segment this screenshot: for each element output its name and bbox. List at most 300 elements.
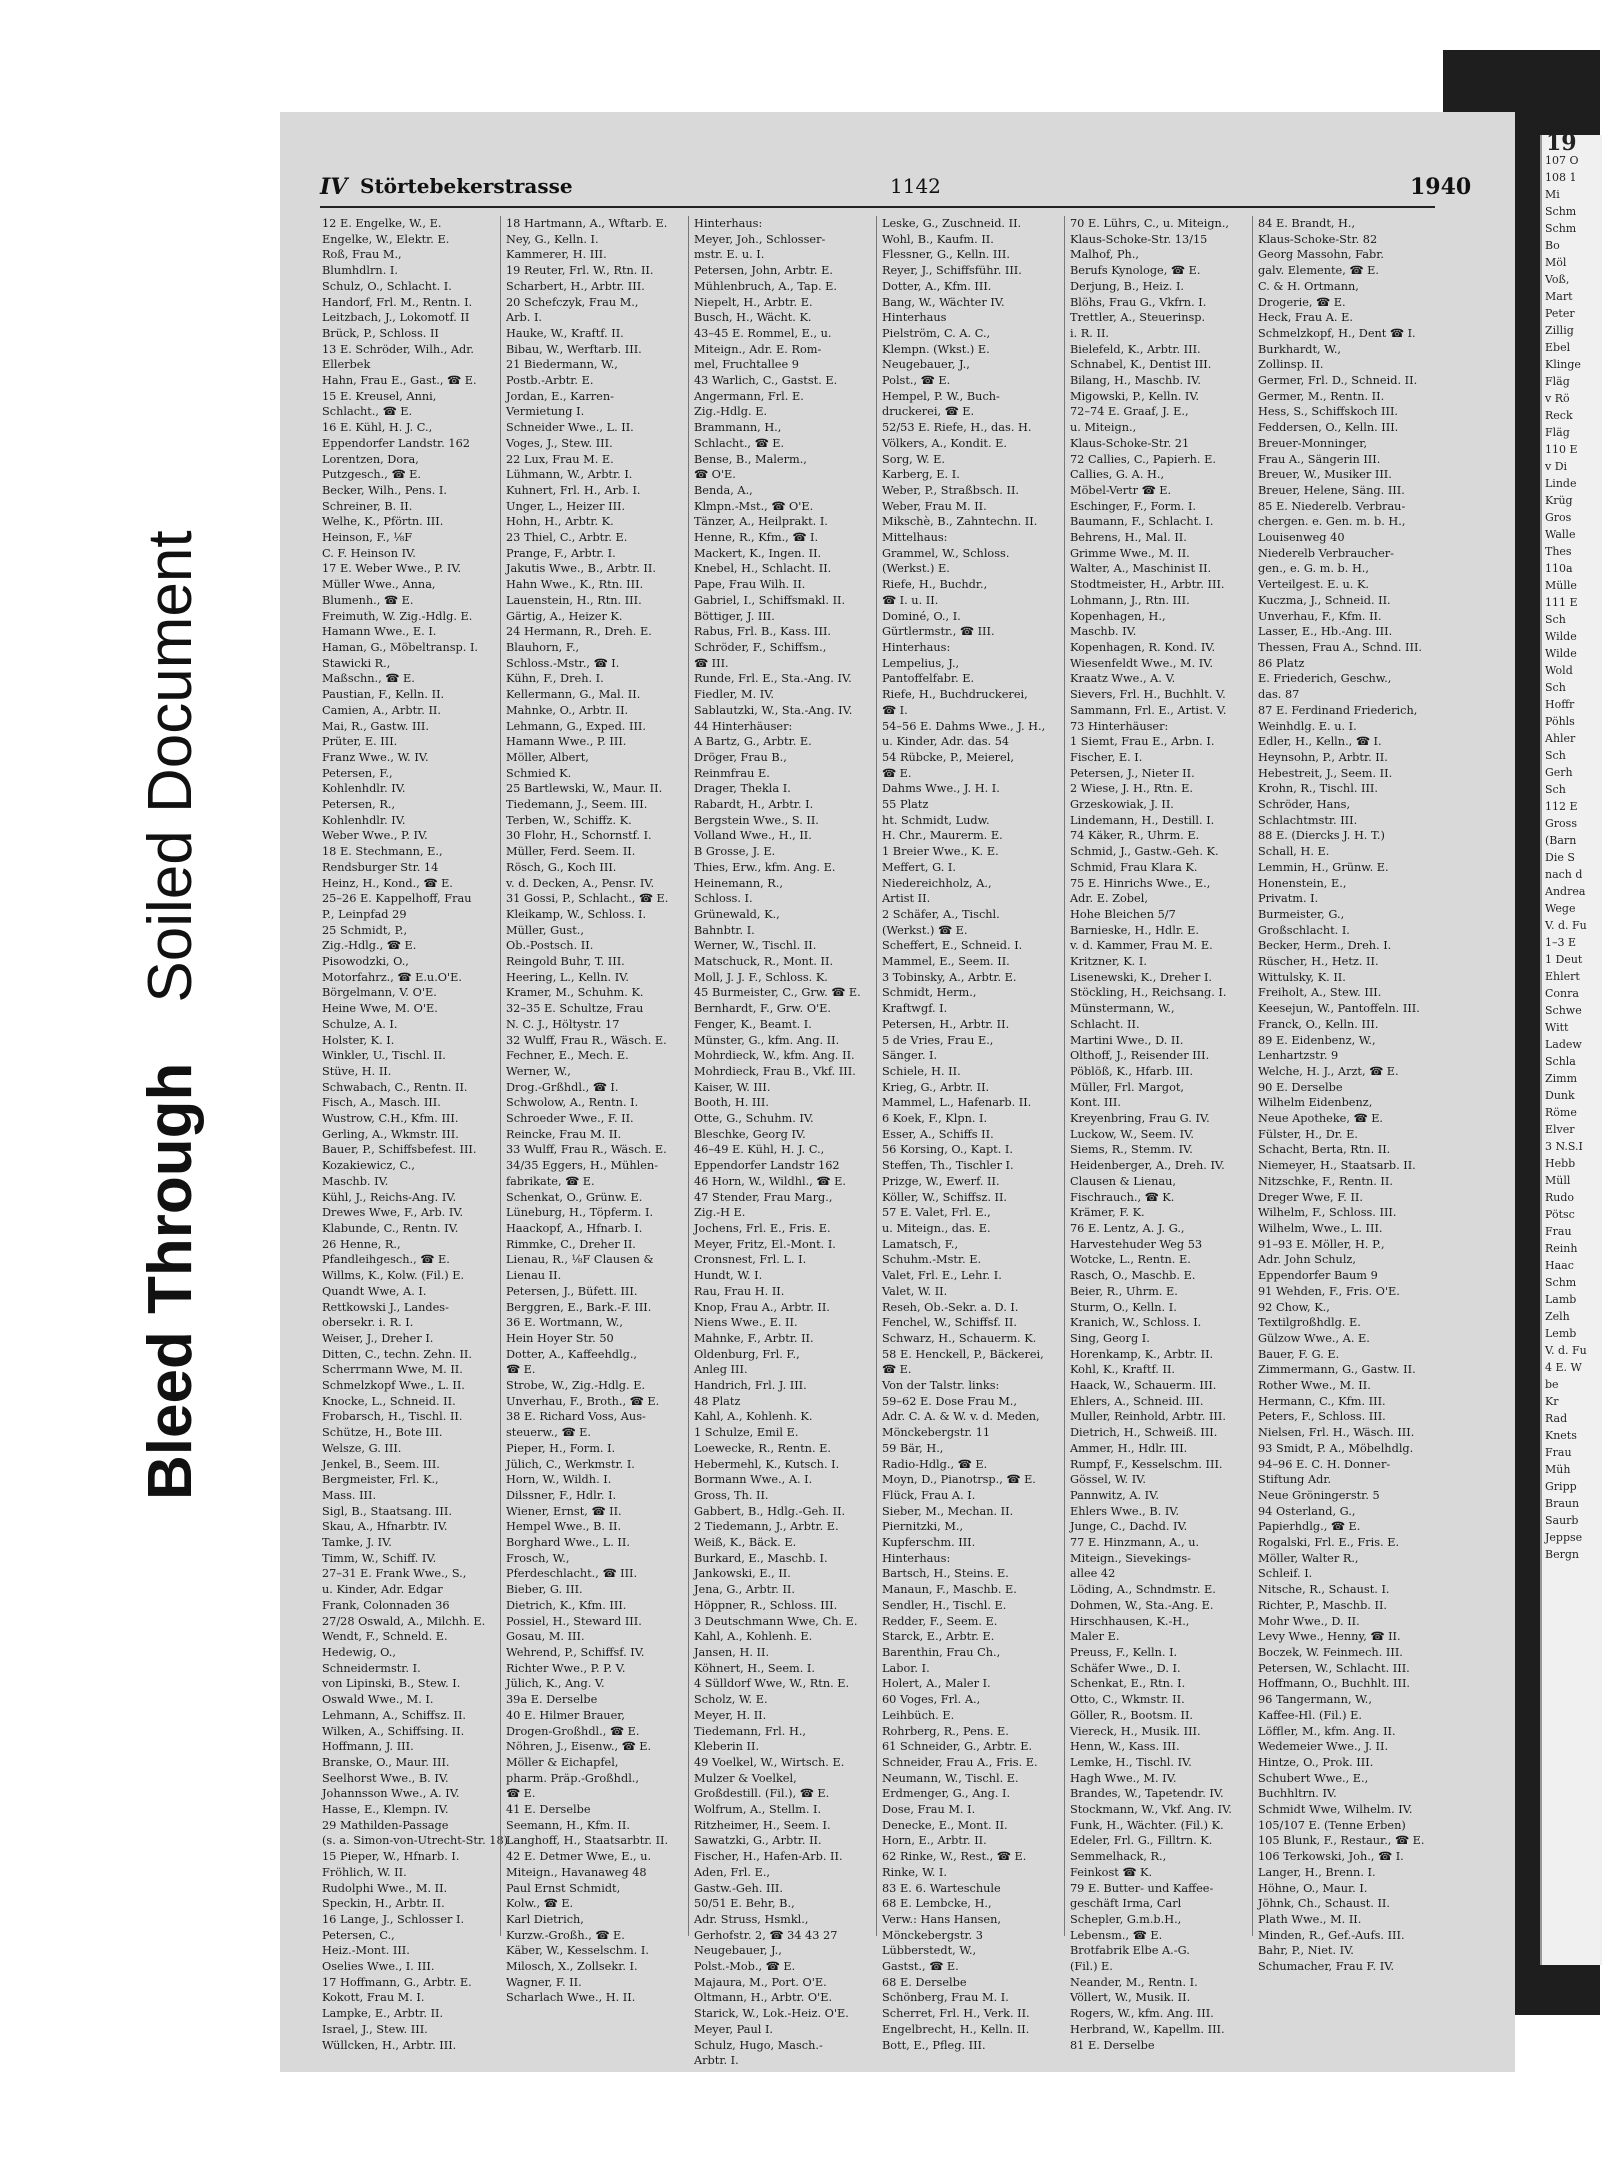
directory-entry: Brandes, W., Tapetendr. IV. [1070,1787,1224,1801]
adjacent-page-fragment: Sch [1545,783,1566,796]
directory-entry: Schlacht., ☎ E. [694,436,785,450]
directory-entry: Speckin, H., Arbtr. II. [322,1897,445,1911]
directory-entry: Leske, G., Zuschneid. II. [882,217,1022,230]
directory-entry: Bernhardt, F., Grw. O'E. [694,1002,832,1016]
directory-entry: Knocke, L., Schneid. II. [322,1394,456,1408]
directory-entry: Benda, A., [694,483,753,497]
directory-entry: Georg Massohn, Fabr. [1258,248,1384,262]
directory-entry: Möbel-Vertr ☎ E. [1070,483,1172,497]
directory-entry: Jakutis Wwe., B., Arbtr. II. [506,562,656,576]
directory-entry: Schmelzkopf Wwe., L. II. [322,1379,465,1393]
directory-entry: Hundt, W. I. [694,1269,763,1283]
adjacent-page-fragment: Voß, [1545,273,1570,286]
directory-entry: 85 E. Niederelb. Verbrau- [1258,499,1406,513]
directory-entry: 88 E. (Diercks J. H. T.) [1258,829,1385,843]
directory-entry: 2 Tiedemann, J., Arbtr. E. [694,1520,839,1534]
directory-entry: Burmeister, G., [1258,907,1345,921]
directory-entry: Kozakiewicz, C., [322,1159,415,1173]
directory-entry: Breuer, W., Musiker III. [1258,468,1392,482]
directory-entry: Drewes Wwe, F., Arb. IV. [322,1206,464,1220]
directory-entry: u. Kinder, Adr. das. 54 [882,735,1010,749]
directory-entry: Bott, E., Pfleg. III. [882,2038,986,2052]
directory-entry: Wiener, Ernst, ☎ II. [506,1504,622,1518]
directory-entry: Schiele, H. II. [882,1064,961,1078]
adjacent-page-fragment: V. d. Fu [1545,1344,1587,1357]
directory-entry: Martini Wwe., D. II. [1070,1033,1184,1047]
directory-entry: Kaffee-Hl. (Fil.) E. [1258,1708,1362,1722]
adjacent-page-fragment: Ahler [1545,732,1576,745]
directory-entry: 106 Terkowski, Joh., ☎ I. [1258,1850,1404,1864]
directory-entry: v. d. Kammer, Frau M. E. [1070,939,1213,953]
directory-entry: Sorg, W. E. [882,452,946,466]
adjacent-page-fragment: Dunk [1545,1089,1575,1102]
directory-entry: Wagner, F. II. [506,1975,582,1989]
adjacent-page-fragment: Zimm [1545,1072,1578,1085]
directory-entry: Sablautzki, W., Sta.-Ang. IV. [694,703,853,717]
directory-entry: Kleberin II. [694,1740,760,1754]
directory-entry: 3 Tobinsky, A., Arbtr. E. [882,970,1017,984]
directory-entry: Kokott, Frau M. I. [322,1991,425,2005]
directory-entry: 84 E. Brandt, H., [1258,217,1356,230]
directory-entry: 33 Wulff, Frau R., Wäsch. E. [506,1143,667,1157]
directory-entry: 25–26 E. Kappelhoff, Frau [322,892,472,906]
directory-entry: Polst., ☎ E. [882,374,951,388]
adjacent-page-fragment: Frau [1545,1225,1572,1238]
directory-entry: Neugebauer, J., [882,358,970,372]
directory-entry: Klaus-Schoke-Str. 13/15 [1070,232,1208,246]
directory-entry: Kraatz Wwe., A. V. [1070,672,1176,686]
directory-entry: Haack, W., Schauerm. III. [1070,1379,1217,1393]
directory-entry: Neumann, W., Tischl. E. [882,1771,1019,1785]
directory-entry: Wehrend, P., Schiffsf. IV. [506,1645,645,1659]
directory-entry: 52/53 E. Riefe, H., das. H. [882,421,1032,435]
directory-entry: Welhe, K., Pförtn. III. [322,515,444,529]
directory-entry: Papierhdlg., ☎ E. [1258,1520,1361,1534]
directory-entry: 79 E. Butter- und Kaffee- [1070,1881,1214,1895]
directory-entry: Berggren, E., Bark.-F. III. [506,1300,652,1314]
adjacent-page-fragment: 108 1 [1545,171,1577,184]
directory-entry: Dilssner, F., Hdlr. I. [506,1488,617,1502]
directory-entry: Bauer, F. G. E. [1258,1347,1340,1361]
directory-entry: Lauenstein, H., Rtn. III. [506,593,642,607]
directory-entry: 46–49 E. Kühl, H. J. C., [694,1143,825,1157]
directory-entry: Maßschn., ☎ E. [322,672,415,686]
directory-entry: Blumenh., ☎ E. [322,593,414,607]
directory-entry: 21 Biedermann, W., [506,358,618,372]
directory-entry: Hamann Wwe., P. III. [506,735,627,749]
directory-entry: Dreger Wwe, F. II. [1258,1190,1363,1204]
column-divider [500,216,501,1936]
directory-entry: Timm, W., Schiff. IV. [322,1551,437,1565]
directory-entry: Schlacht. II. [1070,1017,1140,1031]
directory-entry: Freiholt, A., Stew. III. [1258,986,1382,1000]
directory-entry: 34/35 Eggers, H., Mühlen- [506,1159,659,1173]
directory-entry: Völkers, A., Kondit. E. [882,436,1007,450]
directory-entry: Wilken, A., Schiffsing. II. [322,1724,465,1738]
directory-entry: Jülich, K., Ang. V. [506,1677,605,1691]
directory-entry: Booth, H. III. [694,1096,769,1110]
directory-entry: Unverhau, F., Broth., ☎ E. [506,1394,660,1408]
directory-entry: Eppendorfer Landstr. 162 [322,436,470,450]
adjacent-page-fragment: Elver [1545,1123,1575,1136]
page-number: 1142 [890,174,941,198]
directory-entry: Barnieske, H., Hdlr. E. [1070,923,1200,937]
directory-entry: Oswald Wwe., M. I. [322,1693,434,1707]
directory-entry: Paul Ernst Schmidt, [506,1881,621,1895]
directory-entry: Branske, O., Maur. III. [322,1755,450,1769]
directory-entry: Pferdeschlacht., ☎ III. [506,1567,638,1581]
directory-entry: Petersen, C., [322,1928,395,1942]
directory-entry: Seelhorst Wwe., B. IV. [322,1771,449,1785]
directory-entry: 60 Voges, Frl. A., [882,1693,981,1707]
directory-entry: Thies, Erw., kfm. Ang. E. [694,860,836,874]
directory-entry: Schloss. I. [694,892,753,906]
directory-entry: 56 Korsing, O., Kapt. I. [882,1143,1013,1157]
directory-entry: 54–56 E. Dahms Wwe., J. H., [882,719,1046,733]
directory-entry: Migowski, P., Kelln. IV. [1070,389,1200,403]
directory-entry: Strobe, W., Zig.-Hdlg. E. [506,1379,646,1393]
directory-entry: Aden, Frl. E., [694,1865,770,1879]
adjacent-page-fragment: 4 E. W [1545,1361,1582,1374]
directory-entry: Langer, H., Brenn. I. [1258,1865,1376,1879]
directory-entry: Eppendorfer Baum 9 [1258,1269,1378,1283]
directory-entry: druckerei, ☎ E. [882,405,975,419]
directory-entry: Niederelb Verbraucher- [1258,546,1394,560]
directory-entry: von Lipinski, B., Stew. I. [322,1677,461,1691]
directory-entry: Meyer, H. II. [694,1708,767,1722]
directory-entry: 54 Rübcke, P., Meierel, [882,750,1014,764]
directory-entry: Niepelt, H., Arbtr. E. [694,295,813,309]
directory-entry: Valet, W. II. [882,1284,948,1298]
adjacent-page-fragment: Schm [1545,222,1577,235]
directory-entry: Kuczma, J., Schneid. II. [1258,593,1391,607]
directory-entry: chergen. e. Gen. m. b. H., [1258,515,1406,529]
directory-entry: Scharlach Wwe., H. II. [506,1991,636,2005]
directory-entry: Wüllcken, H., Arbtr. III. [322,2038,457,2052]
directory-entry: Zig.-Hdlg., ☎ E. [322,939,417,953]
directory-entry: Rohrberg, R., Pens. E. [882,1724,1009,1738]
directory-entry: Schloss.-Mstr., ☎ I. [506,656,620,670]
directory-entry: Heinz, H., Kond., ☎ E. [322,876,453,890]
directory-entry: Miteign., Sievekings- [1070,1551,1191,1565]
directory-entry: Jochens, Frl. E., Fris. E. [694,1222,831,1235]
directory-entry: Wittulsky, K. II. [1258,970,1346,984]
directory-entry: Schulz, O., Schlacht. I. [322,279,452,293]
directory-entry: Jenkel, B., Seem. III. [322,1457,440,1471]
directory-entry: Hinterhaus: [882,640,951,654]
margin-label [135,530,225,1500]
directory-entry: Schenkat, O., Grünw. E. [506,1190,643,1204]
directory-entry: Bauer, P., Schiffsbefest. III. [322,1143,477,1157]
directory-entry: Rother Wwe., M. II. [1258,1379,1371,1393]
directory-entry: Trettler, A., Steuerinsp. [1070,311,1206,325]
directory-entry: Wotcke, L., Rentn. E. [1070,1253,1191,1267]
adjacent-page-fragment: 110a [1545,562,1573,575]
directory-entry: Münstermann, W., [1070,1002,1175,1016]
directory-entry: Krohn, R., Tischl. III. [1258,782,1378,796]
directory-column-6 [1258,216,1450,1974]
adjacent-page-fragment: Mülle [1545,579,1577,592]
directory-entry: Schulz, Hugo, Masch.- [694,2038,823,2052]
adjacent-page-fragment: Hebb [1545,1157,1576,1170]
directory-entry: Frobarsch, H., Tischl. II. [322,1410,463,1424]
directory-entry: Dose, Frau M. I. [882,1803,976,1817]
directory-entry: Hirschhausen, K.-H., [1070,1614,1190,1628]
directory-entry: Klempn. (Wkst.) E. [882,342,990,356]
directory-entry: Flück, Frau A. I. [882,1488,976,1502]
directory-entry: Ehlers Wwe., B. IV. [1070,1504,1180,1518]
directory-entry: Welsze, G. III. [322,1441,402,1455]
directory-column-3 [694,216,886,2068]
directory-entry: ☎ O'E. [694,468,736,482]
margin-label-part1: Bleed Through [136,1062,205,1500]
directory-entry: Bleschke, Georg IV. [694,1127,806,1141]
adjacent-page-fragment: 1–3 E [1545,936,1577,949]
directory-entry: Mikschè, B., Zahntechn. II. [882,515,1038,529]
directory-entry: Edler, H., Kelln., ☎ I. [1258,735,1382,749]
directory-entry: Peters, F., Schloss. III. [1258,1410,1386,1424]
directory-entry: Petersen, H., Arbtr. II. [882,1017,1010,1031]
adjacent-page-fragment: Pöhls [1545,715,1575,728]
directory-entry: Mönckebergstr. 11 [882,1426,991,1440]
directory-entry: 62 Rinke, W., Rest., ☎ E. [882,1850,1027,1864]
directory-entry: Leihbüch. E. [882,1708,955,1722]
directory-entry: Freimuth, W. Zig.-Hdlg. E. [322,609,473,623]
directory-entry: Scharbert, H., Arbtr. III. [506,279,645,293]
directory-entry: Zig.-Hdlg. E. [694,405,768,419]
adjacent-page-fragment: Klinge [1545,358,1581,371]
directory-entry: Majaura, M., Port. O'E. [694,1975,827,1989]
directory-entry: 32 Wulff, Frau R., Wäsch. E. [506,1033,667,1047]
directory-entry: Schmied K. [506,766,572,780]
adjacent-page-fragment: Schm [1545,1276,1577,1289]
adjacent-page-fragment: V. d. Fu [1545,919,1587,932]
directory-entry: 61 Schneider, G., Arbtr. E. [882,1740,1033,1754]
directory-entry: Rumpf, F., Kesselschm. III. [1070,1457,1223,1471]
year: 1940 [1410,174,1472,200]
directory-entry: 42 E. Detmer Wwe, E., u. [506,1850,652,1864]
directory-entry: Kohlenhdlr. IV. [322,813,406,827]
directory-entry: 91–93 E. Möller, H. P., [1258,1237,1385,1251]
directory-entry: Schröder, Hans, [1258,798,1351,812]
directory-entry: Schmidt, Herm., [882,986,977,1000]
directory-entry: Reingold Buhr, T. III. [506,955,625,969]
directory-entry: Petersen, R., [322,798,396,812]
directory-entry: Heine Wwe, M. O'E. [322,1002,438,1016]
directory-entry: Fischer, E. I. [1070,750,1143,764]
directory-entry: 46 Horn, W., Wildhl., ☎ E. [694,1174,846,1188]
directory-entry: Moyn, D., Pianotrsp., ☎ E. [882,1473,1036,1487]
directory-entry: C. F. Heinson IV. [322,546,416,560]
directory-entry: 48 Platz [694,1394,741,1408]
adjacent-page-fragment: Fläg [1545,375,1570,388]
directory-entry: Schepler, G.m.b.H., [1070,1912,1182,1926]
adjacent-page-fragment: Witt [1545,1021,1569,1034]
directory-entry: Großschlacht. I. [1258,923,1350,937]
directory-entry: Kopenhagen, R. Kond. IV. [1070,640,1216,654]
directory-entry: ☎ E. [506,1363,536,1377]
directory-entry: 23 Thiel, C., Arbtr. E. [506,531,628,545]
directory-entry: Lisenewski, K., Dreher I. [1070,970,1213,984]
adjacent-page-fragment: nach d [1545,868,1583,881]
directory-entry: Honenstein, E., [1258,876,1347,890]
directory-entry: 32–35 E. Schultze, Frau [506,1002,644,1016]
directory-entry: ☎ E. [882,766,912,780]
adjacent-page-fragment: 19 [1546,130,1577,156]
directory-entry: 27–31 E. Frank Wwe., S., [322,1567,467,1581]
directory-entry: Pisowodzki, O., [322,955,409,969]
directory-entry: 3 Deutschmann Wwe, Ch. E. [694,1614,858,1628]
directory-entry: Heiz.-Mont. III. [322,1944,410,1958]
directory-entry: Gosau, M. III. [506,1630,585,1644]
directory-entry: Kaiser, W. III. [694,1080,771,1094]
directory-entry: Meyer, Fritz, El.-Mont. I. [694,1237,836,1251]
directory-entry: 39a E. Derselbe [506,1693,598,1707]
directory-entry: Sieber, M., Mechan. II. [882,1504,1014,1518]
directory-entry: ☎ I. [882,703,908,717]
adjacent-page-fragment: Kr [1545,1395,1559,1408]
adjacent-page-fragment: Zelh [1545,1310,1570,1323]
directory-entry: 40 E. Hilmer Brauer, [506,1708,626,1722]
directory-entry: Wohl, B., Kaufm. II. [882,232,994,246]
directory-entry: Mackert, K., Ingen. II. [694,546,822,560]
directory-entry: Zimmermann, G., Gastw. II. [1258,1363,1416,1377]
directory-entry: Werner, W., [506,1064,571,1078]
directory-entry: Moll, J. J. F., Schloss. K. [694,970,828,984]
adjacent-page-fragment: 3 N.S.I [1545,1140,1583,1153]
directory-entry: 1 Breier Wwe., K. E. [882,845,999,859]
directory-entry: Callies, G. A. H., [1070,468,1165,482]
directory-entry: Gabriel, I., Schiffsmakl. II. [694,593,846,607]
directory-entry: mel, Fruchtallee 9 [694,358,799,372]
directory-entry: Welche, H. J., Arzt, ☎ E. [1258,1064,1399,1078]
directory-entry: Scherret, Frl. H., Verk. II. [882,2007,1030,2021]
directory-entry: Thessen, Frau A., Schnd. III. [1258,640,1423,654]
adjacent-page-fragment: Schm [1545,205,1577,218]
directory-entry: Schulze, A. I. [322,1017,398,1031]
directory-entry: Wedemeier Wwe., J. II. [1258,1740,1389,1754]
directory-entry: 2 Schäfer, A., Tischl. [882,907,1000,921]
directory-entry: das. 87 [1258,688,1300,702]
directory-entry: Schmid, J., Gastw.-Geh. K. [1070,845,1219,859]
adjacent-page-fragment: Haac [1545,1259,1574,1272]
directory-entry: Tänzer, A., Heilprakt. I. [694,515,828,529]
directory-entry: 59 Bär, H., [882,1441,944,1455]
directory-entry: Meyer, Paul I. [694,2022,774,2036]
directory-entry: Franz Wwe., W. IV. [322,750,429,764]
directory-entry: Keesejun, W., Pantoffeln. III. [1258,1002,1420,1016]
directory-entry: Schumacher, Frau F. IV. [1258,1960,1395,1974]
directory-entry: Hauke, W., Kraftf. II. [506,326,624,340]
adjacent-page-fragment: Zillig [1545,324,1574,337]
directory-entry: Valet, Frl. E., Lehr. I. [882,1269,1002,1283]
directory-entry: Börgelmann, V. O'E. [322,986,437,1000]
directory-entry: Verteilgest. E. u. K. [1258,578,1370,592]
directory-entry: Fisch, A., Masch. III. [322,1096,441,1110]
directory-entry: Handorf, Frl. M., Rentn. I. [322,295,473,309]
directory-entry: Meffert, G. I. [882,860,956,874]
directory-entry: Müller Wwe., Anna, [322,578,436,592]
directory-entry: Petersen, J., Büfett. III. [506,1284,638,1298]
directory-entry: Kreyenbring, Frau G. IV. [1070,1112,1210,1126]
adjacent-page-fragment: Wege [1545,902,1576,915]
directory-entry: Schenkat, E., Rtn. I. [1070,1677,1186,1691]
adjacent-page-fragment: Rad [1545,1412,1568,1425]
directory-entry: Brotfabrik Elbe A.-G. [1070,1944,1190,1958]
directory-column-2 [506,216,698,2005]
directory-entry: Reinmfrau E. [694,766,770,780]
directory-entry: Feinkost ☎ K. [1070,1865,1153,1879]
adjacent-page-fragment: Sch [1545,749,1566,762]
directory-entry: Wilhelm, Wwe., L. III. [1258,1222,1383,1235]
directory-entry: Hahn, Frau E., Gast., ☎ E. [322,374,477,388]
directory-entry: Gastw.-Geh. III. [694,1881,783,1895]
directory-entry: Fenchel, W., Schiffsf. II. [882,1316,1017,1330]
directory-entry: Siems, R., Stemm. IV. [1070,1143,1193,1157]
directory-entry: Derjung, B., Heiz. I. [1070,279,1185,293]
adjacent-page-fragment: v Di [1545,460,1568,473]
directory-entry: Mohrdieck, W., kfm. Ang. II. [694,1049,855,1063]
directory-entry: Kraftwgf. I. [882,1002,948,1016]
directory-entry: Gerhofstr. 2, ☎ 34 43 27 [694,1928,838,1942]
directory-entry: 1 Schulze, Emil E. [694,1426,799,1440]
adjacent-page-fragment: Reck [1545,409,1573,422]
directory-entry: Eppendorfer Landstr 162 [694,1159,840,1173]
directory-entry: 72 Callies, C., Papierh. E. [1070,452,1216,466]
adjacent-page-fragment: Gerh [1545,766,1573,779]
adjacent-page-fragment: Sch [1545,681,1566,694]
margin-label-part2: Soiled Document [136,530,205,1003]
directory-entry: 20 Schefczyk, Frau M., [506,295,639,309]
directory-entry: 58 E. Henckell, P., Bäckerei, [882,1347,1044,1361]
directory-entry: 81 E. Derselbe [1070,2038,1155,2052]
directory-entry: u. Miteign., das. E. [882,1222,991,1235]
directory-entry: Otto, C., Wkmstr. II. [1070,1693,1185,1707]
directory-entry: 6 Koek, F., Klpn. I. [882,1112,988,1126]
directory-entry: steuerw., ☎ E. [506,1426,591,1440]
directory-entry: v. d. Decken, A., Pensr. IV. [506,876,655,890]
directory-entry: 15 E. Kreusel, Anni, [322,389,437,403]
directory-entry: Luckow, W., Seem. IV. [1070,1127,1194,1141]
directory-entry: 13 E. Schröder, Wilh., Adr. [322,342,475,356]
directory-entry: geschäft Irma, Carl [1070,1897,1182,1911]
directory-entry: Wustrow, C.H., Kfm. III. [322,1112,459,1126]
directory-entry: Brammann, H., [694,421,782,435]
directory-entry: Postb.-Arbtr. E. [506,374,594,388]
directory-entry: Ritzheimer, H., Seem. I. [694,1818,831,1832]
directory-entry: ☎ I. u. II. [882,593,939,607]
directory-entry: Schröder, F., Schiffsm., [694,640,827,654]
directory-entry: Prange, F., Arbtr. I. [506,546,616,560]
directory-entry: u. Kinder, Adr. Edgar [322,1583,443,1597]
directory-entry: Möller & Eichapfel, [506,1755,619,1769]
directory-entry: Schneider Wwe., L. II. [506,421,634,435]
directory-entry: Köhnert, H., Seem. I. [694,1661,815,1675]
directory-entry: 73 Hinterhäuser: [1070,719,1169,733]
adjacent-page-fragment: Mart [1545,290,1573,303]
directory-entry: Seemann, H., Kfm. II. [506,1818,630,1832]
adjacent-page-fragment: 112 E [1545,800,1578,813]
directory-entry: 41 E. Derselbe [506,1803,591,1817]
directory-entry: Hess, S., Schiffskoch III. [1258,405,1399,419]
adjacent-page-fragment: Hoffr [1545,698,1575,711]
directory-entry: Reseh, Ob.-Sekr. a. D. I. [882,1300,1019,1314]
directory-entry: Junge, C., Dachd. IV. [1070,1520,1188,1534]
directory-entry: Schwolow, A., Rentn. I. [506,1096,639,1110]
directory-entry: Mammel, E., Seem. II. [882,955,1010,969]
directory-entry: Kühn, F., Dreh. I. [506,672,604,686]
directory-entry: Kurzw.-Großh., ☎ E. [506,1928,625,1942]
